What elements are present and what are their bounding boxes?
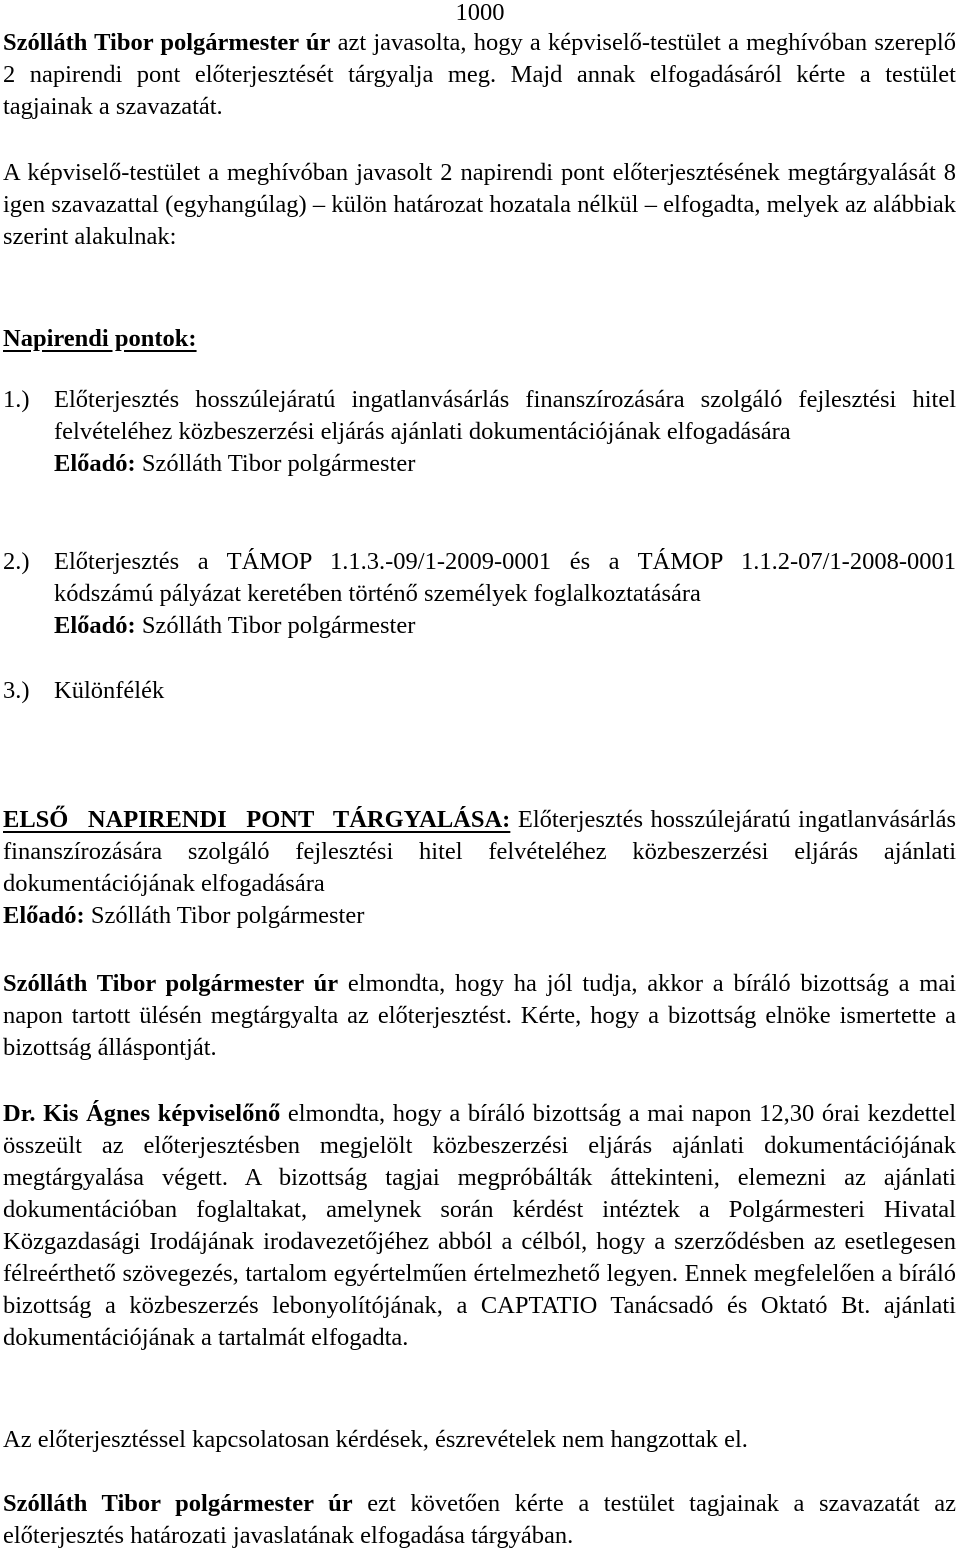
intro-paragraph [3,27,956,123]
page-number: 1000 [455,0,505,26]
speaker-name: Dr. Kis Ágnes képviselőnő [3,1100,281,1127]
paragraph-text: elmondta, hogy a bíráló bizottság a mai napon 12,30 órai kezdettel összeült az előterjesztésben megjelölt közbeszerzési eljárás ajánlati dokumentációjának megtárgyalása végett. A bizottság tagjai megpróbálták áttekinteni, elemezni az ajánlati dokumentációban foglaltakat, amelynek során kérdést intéztek a Polgármesteri Hivatal Közgazdasági Irodájának irodavezetőjéhez abból a célból, hogy a szerződésben az esetlegesen félreérthető szövegezés, tartalom egyértelműen értelmezhető legyen. Ennek megfelelően a bíráló bizottság a közbeszerzés lebonyolítójának, a CAPTATIO Tanácsadó és Oktató Bt. ajánlati dokumentációjának a tartalmát elfogadta. [3,1100,957,1351]
mayor-statement [3,968,956,1064]
paragraph-text: ezt követően kérte a testület tagjainak a szavazatát az előterjesztés határozati javaslatának elfogadása tárgyában. [3,1490,956,1549]
item-number: 2.) [3,548,30,575]
presenter-name: Szólláth Tibor polgármester [135,612,416,639]
speaker-name: Szólláth Tibor polgármester úr [3,29,331,56]
item-number: 1.) [3,386,30,413]
agenda-heading: Napirendi pontok: [3,325,197,352]
agenda-item-2 [3,546,956,642]
paragraph-text: elmondta, hogy ha jól tudja, akkor a bíráló bizottság a mai napon tartott ülésén megtárgyalta az előterjesztést. Kérte, hogy a bizottság elnöke ismertette a bizottság álláspontját. [3,970,957,1061]
kis-statement [3,1098,956,1354]
no-questions-paragraph: Az előterjesztéssel kapcsolatosan kérdések, észrevételek nem hangzottak el. [3,1426,748,1453]
vote-paragraph: A képviselő-testület a meghívóban javasolt 2 napirendi pont előterjesztésének megtárgyalását 8 igen szavazattal (egyhangúlag) – külön határozat hozatala nélkül – elfogadta, melyek az alábbiak szerint alakulnak: [3,159,956,250]
item-number: 3.) [3,677,30,704]
first-item-paragraph [3,804,956,932]
presenter-label: Előadó: [54,450,136,477]
item-text: Különfélék [54,677,165,704]
final-request-paragraph [3,1488,956,1552]
item-text: Előterjesztés hosszúlejáratú ingatlanvásárlás finanszírozására szolgáló fejlesztési hitel felvételéhez közbeszerzési eljárás ajánlati dokumentációjának elfogadására [54,386,956,445]
paragraph-text: Előterjesztés hosszúlejáratú ingatlanvásárlás finanszírozására szolgáló fejlesztési hitel felvételéhez közbeszerzési eljárás ajánlati dokumentációjának elfogadására [3,806,957,897]
presenter-label: Előadó: [54,612,136,639]
speaker-name: Szólláth Tibor polgármester úr [3,1490,353,1517]
agenda-item-1 [3,384,956,480]
speaker-name: Szólláth Tibor polgármester úr [3,970,339,997]
presenter-name: Szólláth Tibor polgármester [135,450,416,477]
presenter-name: Szólláth Tibor polgármester [84,902,365,929]
item-text: Előterjesztés a TÁMOP 1.1.3.-09/1-2009-0001 és a TÁMOP 1.1.2-07/1-2008-0001 kódszámú pályázat keretében történő személyek foglalkoztatására [54,548,956,607]
presenter-label: Előadó: [3,902,85,929]
agenda-item-3 [3,675,956,707]
section-title: ELSŐ NAPIRENDI PONT TÁRGYALÁSA: [3,806,511,833]
paragraph-text: azt javasolta, hogy a képviselő-testület a meghívóban szereplő 2 napirendi pont előterjesztését tárgyalja meg. Majd annak elfogadásáról kérte a testület tagjainak a szavazatát. [3,29,956,120]
